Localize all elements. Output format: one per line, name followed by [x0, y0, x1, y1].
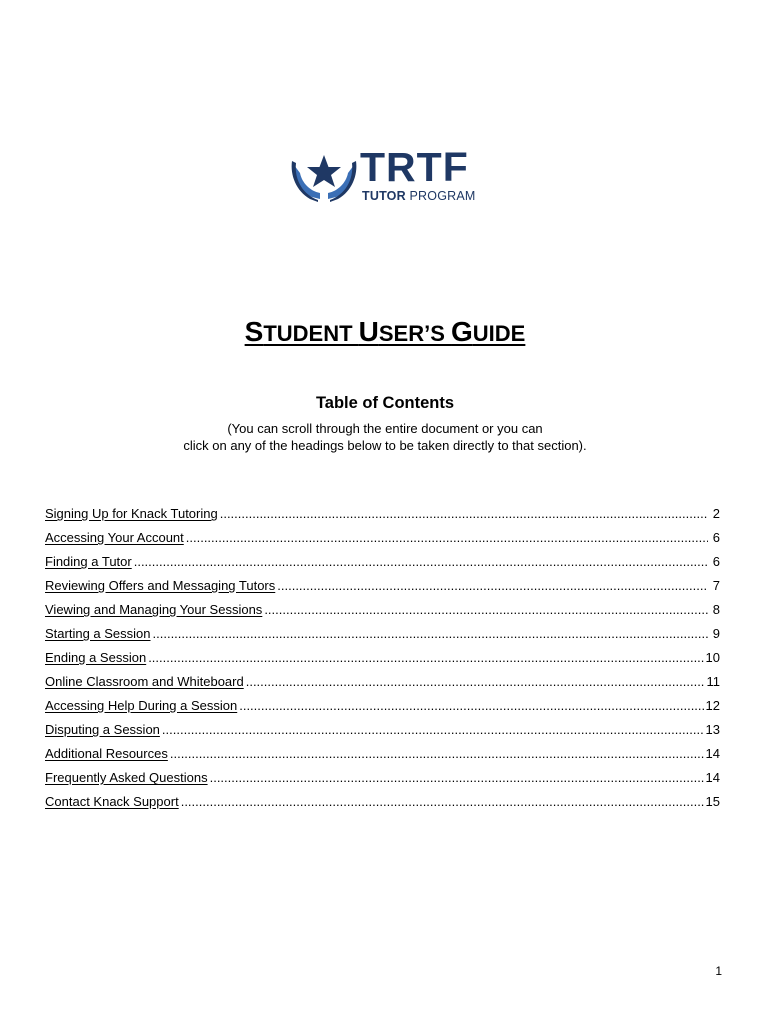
toc-leader [170, 744, 704, 764]
toc-link-starting-session[interactable]: Starting a Session [45, 626, 151, 641]
toc-leader [134, 552, 708, 572]
toc-entry [45, 720, 720, 744]
toc-page-number: 14 [705, 746, 720, 761]
toc-list [45, 504, 720, 816]
toc-entry [45, 672, 720, 696]
toc-note-line-1: (You can scroll through the entire document or you can [227, 421, 543, 436]
logo-subtitle-rest: PROGRAM [405, 189, 476, 203]
toc-link-finding-tutor[interactable]: Finding a Tutor [45, 554, 132, 569]
logo-subtitle-bold: TUTOR [362, 189, 406, 203]
toc-leader [210, 768, 704, 788]
toc-entry [45, 648, 720, 672]
toc-page-number: 8 [712, 602, 720, 617]
toc-page-number: 13 [705, 722, 720, 737]
toc-heading: Table of Contents [315, 394, 455, 412]
logo-title: TRTF [360, 144, 469, 190]
toc-page-number: 12 [705, 698, 720, 713]
title-part-2: TUDENT [263, 321, 359, 346]
title-part-6: UIDE [472, 321, 526, 346]
star-hands-icon [290, 151, 358, 203]
toc-link-online-classroom[interactable]: Online Classroom and Whiteboard [45, 674, 244, 689]
toc-entry [45, 696, 720, 720]
toc-leader [277, 576, 708, 596]
toc-note [0, 420, 770, 454]
toc-entry [45, 792, 720, 816]
logo-subtitle [362, 189, 476, 203]
toc-link-accessing-account[interactable]: Accessing Your Account [45, 530, 184, 545]
title-part-4: SER’S [378, 321, 452, 346]
page-number: 1 [715, 964, 722, 978]
toc-leader [162, 720, 704, 740]
document-title [0, 314, 770, 352]
toc-entry [45, 552, 720, 576]
toc-page-number: 14 [705, 770, 720, 785]
toc-entry [45, 600, 720, 624]
toc-leader [220, 504, 708, 524]
toc-page-number: 7 [712, 578, 720, 593]
toc-page-number: 6 [712, 554, 720, 569]
title-part-5: G [451, 316, 473, 347]
toc-link-ending-session[interactable]: Ending a Session [45, 650, 147, 665]
toc-leader [186, 528, 708, 548]
toc-entry [45, 504, 720, 528]
toc-leader [239, 696, 703, 716]
toc-link-accessing-help[interactable]: Accessing Help During a Session [45, 698, 238, 713]
toc-leader [148, 648, 703, 668]
toc-page-number: 15 [705, 794, 720, 809]
toc-leader [246, 672, 705, 692]
toc-note-line-2: click on any of the headings below to be taken directly to that section). [183, 438, 587, 453]
toc-page-number: 9 [712, 626, 720, 641]
toc-page-number: 2 [712, 506, 720, 521]
title-part-1: S [244, 316, 264, 347]
trtf-logo [290, 145, 490, 209]
toc-entry [45, 744, 720, 768]
toc-leader [264, 600, 708, 620]
toc-link-additional-resources[interactable]: Additional Resources [45, 746, 168, 761]
toc-leader [181, 792, 704, 812]
toc-page-number: 10 [705, 650, 720, 665]
toc-link-signing-up[interactable]: Signing Up for Knack Tutoring [45, 506, 218, 521]
toc-link-faq[interactable]: Frequently Asked Questions [45, 770, 208, 785]
toc-leader [153, 624, 708, 644]
toc-page-number: 6 [712, 530, 720, 545]
toc-link-disputing-session[interactable]: Disputing a Session [45, 722, 160, 737]
title-part-3: U [358, 316, 379, 347]
toc-entry [45, 576, 720, 600]
toc-link-viewing-sessions[interactable]: Viewing and Managing Your Sessions [45, 602, 263, 617]
toc-entry [45, 528, 720, 552]
toc-link-reviewing-offers[interactable]: Reviewing Offers and Messaging Tutors [45, 578, 276, 593]
toc-entry [45, 624, 720, 648]
toc-link-contact-support[interactable]: Contact Knack Support [45, 794, 179, 809]
toc-entry [45, 768, 720, 792]
toc-page-number: 11 [706, 674, 720, 689]
